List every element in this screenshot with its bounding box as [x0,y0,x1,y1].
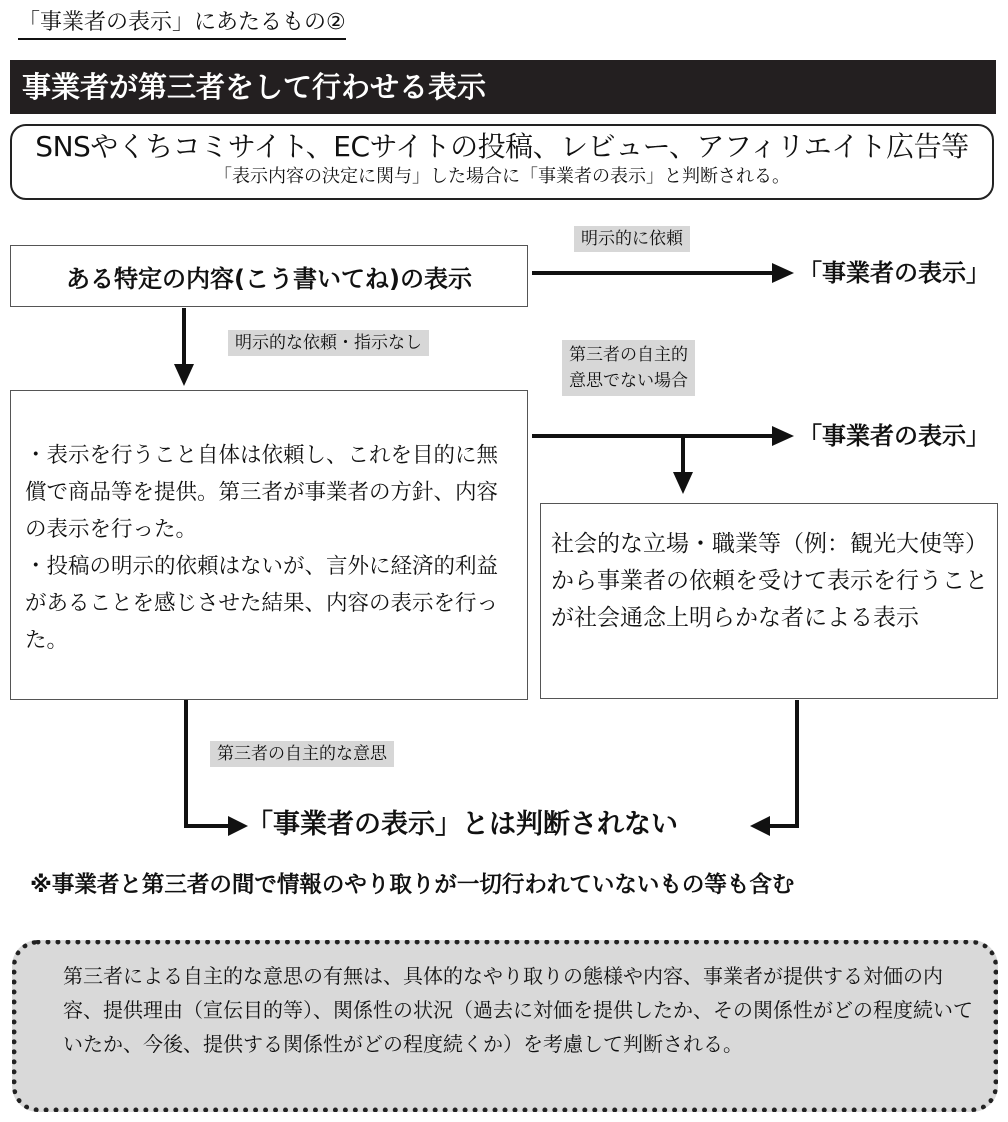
result-business-display-2: 「事業者の表示」 [798,422,990,450]
label-explicit-request: 明示的に依頼 [574,226,690,252]
arrowhead-final-left [228,816,248,836]
label-not-voluntary-line1: 第三者の自主的 [569,345,688,365]
section-subtitle: 「事業者の表示」にあたるもの② [18,8,346,40]
label-voluntary-intent: 第三者の自主的な意思 [210,741,394,767]
left-case-item-1: ・表示を行うこと自体は依頼し、これを目的に無償で商品等を提供。第三者が事業者の方針、内容の表示を行った。 [25,443,499,542]
label-no-explicit-request: 明示的な依頼・指示なし [228,330,429,356]
arrowhead-result-2 [772,426,794,446]
label-not-voluntary [562,340,695,396]
left-case-box [10,390,528,700]
left-case-item-2: ・投稿の明示的依頼はないが、言外に経済的利益があることを感じさせた結果、内容の表示を行った。 [25,554,499,653]
sns-scope-note: 「表示内容の決定に関与」した場合に「事業者の表示」と判断される。 [214,166,790,187]
arrowhead-final-right [750,816,770,836]
footnote: ※事業者と第三者の間で情報のやり取りが一切行われていないもの等も含む [30,872,795,898]
right-case-box: 社会的な立場・職業等（例：観光大使等）から事業者の依頼を受けて表示を行うことが社会通念上明らかな者による表示 [540,503,998,699]
label-not-voluntary-line2: 意思でない場合 [569,371,688,391]
result-business-display-1: 「事業者の表示」 [798,259,990,287]
arrowhead-left-box [174,364,194,386]
arrowhead-right-box [673,472,693,494]
final-conclusion: 「事業者の表示」とは判断されない [246,809,678,840]
arrowhead-result-1 [772,263,794,283]
judgment-note-box: 第三者による自主的な意思の有無は、具体的なやり取りの態様や内容、事業者が提供する対価の内容、提供理由（宣伝目的等）、関係性の状況（過去に対価を提供したか、その関係性がどの程度続いていたか、今後、提供する関係性がどの程度続くか）を考慮して判断される。 [12,940,998,1112]
banner-title: 事業者が第三者をして行わせる表示 [22,70,487,104]
arrow-right-to-final [768,700,797,826]
specific-content-box: ある特定の内容(こう書いてね)の表示 [10,245,528,307]
sns-scope-text: SNSやくちコミサイト、ECサイトの投稿、レビュー、アフィリエイト広告等 [35,130,969,163]
